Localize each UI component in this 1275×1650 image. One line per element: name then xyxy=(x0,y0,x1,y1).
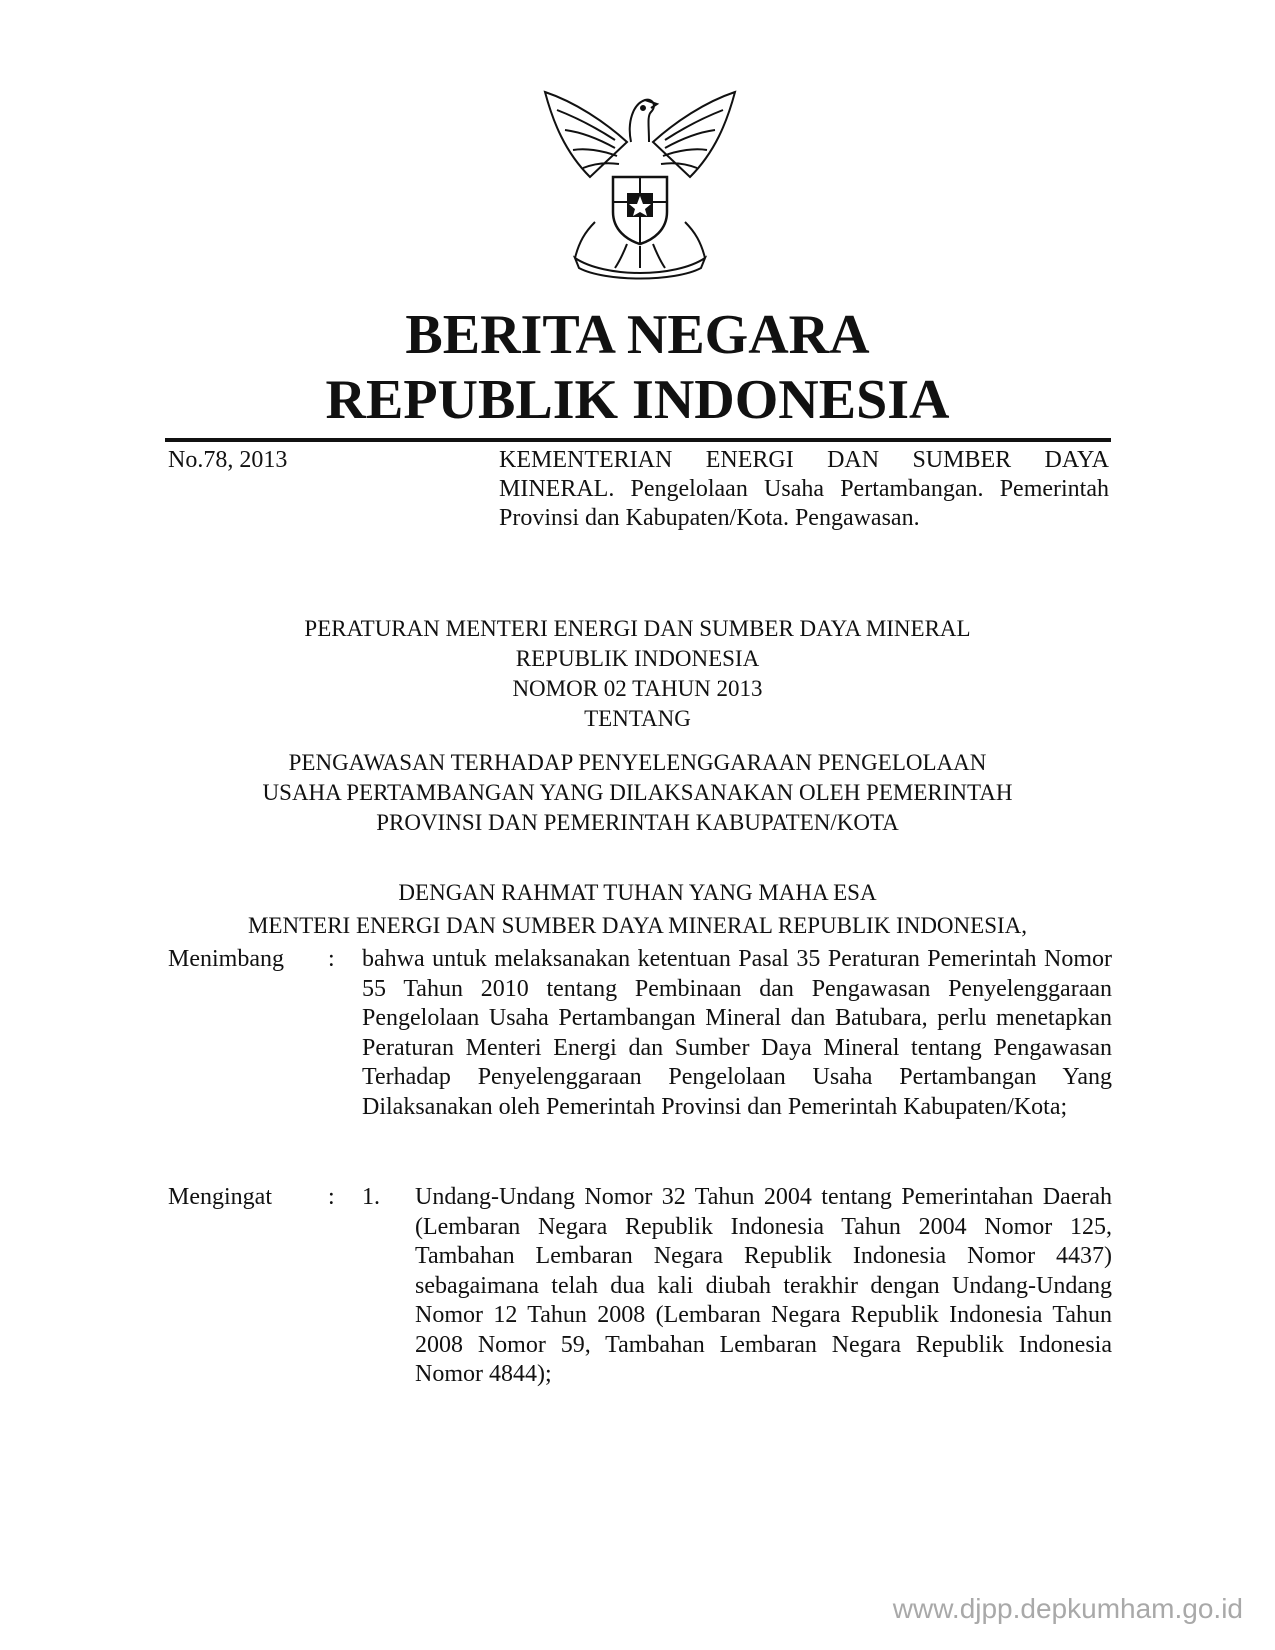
menimbang-label: Menimbang xyxy=(168,946,284,972)
mengingat-label: Mengingat xyxy=(168,1184,272,1210)
intro-line: MENTERI ENERGI DAN SUMBER DAYA MINERAL REPUBLIK INDONESIA, xyxy=(247,913,1028,938)
mengingat-colon: : xyxy=(328,1184,335,1210)
mengingat-item-text: Undang-Undang Nomor 32 Tahun 2004 tentang Pemerintahan Daerah (Lembaran Negara Republik Indonesia Tahun 2004 Nomor 125, Tambahan Lembaran Negara Republik Indonesia Nomor 4437) sebagaimana telah dua kali diubah terakhir dengan Undang-Undang Nomor 12 Tahun 2008 (Lembaran Negara Republik Indonesia Tahun 2008 Nomor 59, Tambahan Lembaran Negara Republik Indonesia Nomor 4844); xyxy=(415,1184,1112,1387)
regulation-title xyxy=(150,614,1125,734)
masthead-rule xyxy=(165,438,1111,442)
masthead-title: BERITA NEGARA xyxy=(405,304,870,366)
issue-number: No.78, 2013 xyxy=(168,447,288,473)
regulation-intro xyxy=(150,876,1125,942)
regulation-subject-line: PROVINSI DAN PEMERINTAH KABUPATEN/KOTA xyxy=(376,810,899,835)
regulation-title-line: PERATURAN MENTERI ENERGI DAN SUMBER DAYA MINERAL xyxy=(304,616,971,641)
intro-line: DENGAN RAHMAT TUHAN YANG MAHA ESA xyxy=(398,880,877,905)
issue-summary: KEMENTERIAN ENERGI DAN SUMBER DAYA MINERAL. Pengelolaan Usaha Pertambangan. Pemerintah Provinsi dan Kabupaten/Kota. Pengawasan. xyxy=(499,447,1109,531)
menimbang-colon: : xyxy=(328,946,335,972)
mengingat-item-number: 1. xyxy=(362,1184,380,1210)
regulation-subject xyxy=(150,748,1125,838)
regulation-subject-line: USAHA PERTAMBANGAN YANG DILAKSANAKAN OLEH PEMERINTAH xyxy=(262,780,1013,805)
masthead-subtitle: REPUBLIK INDONESIA xyxy=(325,369,950,431)
regulation-title-line: TENTANG xyxy=(584,706,691,731)
regulation-title-line: REPUBLIK INDONESIA xyxy=(515,646,760,671)
garuda-pancasila-emblem xyxy=(535,82,745,282)
regulation-title-line: NOMOR 02 TAHUN 2013 xyxy=(512,676,763,701)
regulation-subject-line: PENGAWASAN TERHADAP PENYELENGGARAAN PENGELOLAAN xyxy=(288,750,987,775)
menimbang-text: bahwa untuk melaksanakan ketentuan Pasal 35 Peraturan Pemerintah Nomor 55 Tahun 2010 tentang Pembinaan dan Pengawasan Penyelenggaraan Pengelolaan Usaha Pertambangan Mineral dan Batubara, perlu menetapkan Peraturan Menteri Energi dan Sumber Daya Mineral tentang Pengawasan Terhadap Penyelenggaraan Pengelolaan Usaha Pertambangan Yang Dilaksanakan oleh Pemerintah Provinsi dan Pemerintah Kabupaten/Kota; xyxy=(362,946,1112,1120)
watermark-url: www.djpp.depkumham.go.id xyxy=(892,1593,1243,1624)
